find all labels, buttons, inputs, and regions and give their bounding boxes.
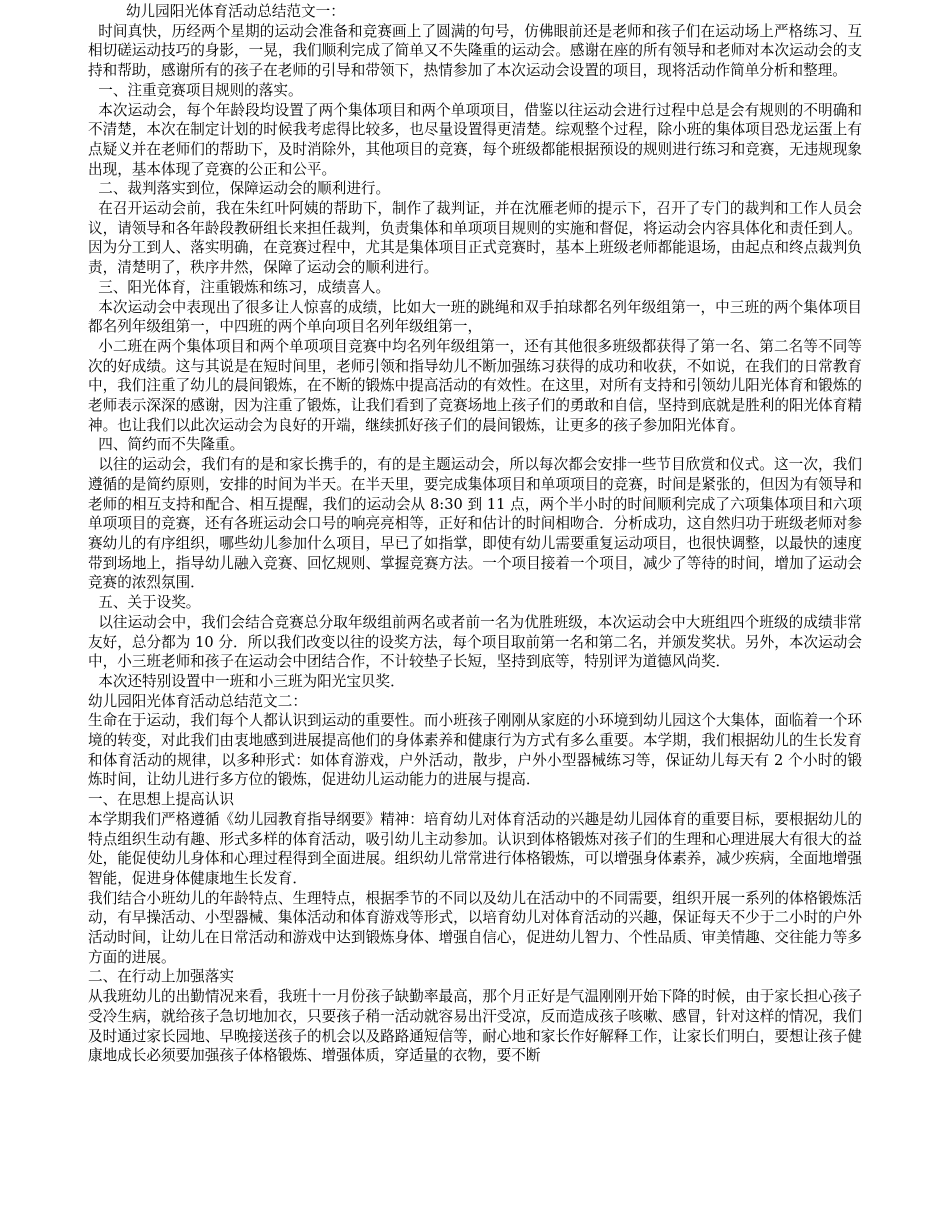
paragraph: 我们结合小班幼儿的年龄特点、生理特点，根据季节的不同以及幼儿在活动中的不同需要，组织开展一系列的体格锻炼活动，有早操活动、小型器械、集体活动和体育游戏等形式，以培育幼儿对体育活动的兴趣，保证每天不少于二小时的户外活动时间，让幼儿在日常活动和游戏中达到锻炼身体、增强自信心，促进幼儿智力、个性品质、审美情趣、交往能力等多方面的进展。	[88, 889, 862, 966]
article-two-title: 幼儿园阳光体育活动总结范文二：	[88, 692, 307, 710]
document-page	[88, 2, 862, 1066]
section-heading: 二、在行动上加强落实	[88, 968, 234, 986]
paragraph: 本次运动会，每个年龄段均设置了两个集体项目和两个单项项目，借鉴以往运动会进行过程中总是会有规则的不明确和不清楚，本次在制定计划的时候我考虑得比较多，也尽量设置得更清楚。综观整个过程，除小班的集体项目恐龙运蛋上有点疑义并在老师们的帮助下，及时消除外，其他项目的竞赛，每个班级都能根据预设的规则进行练习和竞赛，无违规现象出现，基本体现了竞赛的公正和公平。	[88, 101, 862, 178]
section-heading: 四、简约而不失隆重。	[98, 436, 245, 454]
section-heading: 一、注重竞赛项目规则的落实。	[98, 81, 303, 99]
section-heading: 三、阳光体育，注重锻炼和练习，成绩喜人。	[98, 278, 391, 296]
paragraph: 在召开运动会前，我在朱红叶阿姨的帮助下，制作了裁判证，并在沈雁老师的提示下，召开了专门的裁判和工作人员会议，请领导和各年龄段教研组长来担任裁判，负责集体和单项项目规则的实施和督促，将运动会内容具体化和责任到人。因为分工到人、落实明确，在竞赛过程中，尤其是集体项目正式竞赛时，基本上班级老师都能退场，由起点和终点裁判负责，清楚明了，秩序井然，保障了运动会的顺利进行。	[88, 200, 862, 277]
paragraph: 以往运动会中，我们会结合竞赛总分取年级组前两名或者前一名为优胜班级，本次运动会中大班组四个班级的成绩非常友好，总分都为 10 分．所以我们改变以往的设奖方法，每个项目取前第一名和第二名，并颁发奖状。另外，本次运动会中，小三班老师和孩子在运动会中团结合作，不计较垫子长短，坚持到底等，特别评为道德风尚奖．	[88, 613, 862, 671]
section-heading: 一、在思想上提高认识	[88, 791, 234, 809]
paragraph: 从我班幼儿的出勤情况来看，我班十一月份孩子缺勤率最高，那个月正好是气温刚刚开始下降的时候，由于家长担心孩子受冷生病，就给孩子急切地加衣，只要孩子稍一活动就容易出汗受凉，反而造成孩子咳嗽、感冒，针对这样的情况，我们及时通过家长园地、早晚接送孩子的机会以及路路通短信等，耐心地和家长作好解释工作，让家长们明白，要想让孩子健康地成长必须要加强孩子体格锻炼、增强体质，穿适量的衣物，要不断	[88, 988, 862, 1065]
paragraph: 小二班在两个集体项目和两个单项项目竞赛中均名列年级组第一，还有其他很多班级都获得了第一名、第二名等不同等次的好成绩。这与其说是在短时间里，老师引领和指导幼儿不断加强练习获得的成功和收获，不如说，在我们的日常教育中，我们注重了幼儿的晨间锻炼，在不断的锻炼中提高活动的有效性。在这里，对所有支持和引领幼儿阳光体育和锻炼的老师表示深深的感谢，因为注重了锻炼，让我们看到了竞赛场地上孩子们的勇敢和自信，坚持到底就是胜利的阳光体育精神。也让我们以此次运动会为良好的开端，继续抓好孩子们的晨间锻炼，让更多的孩子参加阳光体育。	[88, 337, 862, 434]
paragraph: 时间真快，历经两个星期的运动会准备和竞赛画上了圆满的句号，仿佛眼前还是老师和孩子们在运动场上严格练习、互相切磋运动技巧的身影，一晃，我们顺利完成了简单又不失隆重的运动会。感谢在座的所有领导和老师对本次运动会的支持和帮助，感谢所有的孩子在老师的引导和带领下，热情参加了本次运动会设置的项目，现将活动作简单分析和整理。	[88, 22, 862, 80]
paragraph: 本次还特别设置中一班和小三班为阳光宝贝奖．	[98, 672, 405, 690]
article-one-title: 幼儿园阳光体育活动总结范文一：	[125, 3, 345, 20]
paragraph: 本次运动会中表现出了很多让人惊喜的成绩，比如大一班的跳绳和双手拍球都名列年级组第一，中三班的两个集体项目都名列年级组第一，中四班的两个单向项目名列年级组第一，	[88, 298, 862, 336]
paragraph: 以往的运动会，我们有的是和家长携手的，有的是主题运动会，所以每次都会安排一些节目欣赏和仪式。这一次，我们遵循的是简约原则，安排的时间为半天。在半天里，要完成集体项目和单项项目的竞赛，时间是紧张的，但因为有领导和老师的相互支持和配合、相互提醒，我们的运动会从 8:30 到 11 点，两个半小时的时间顺利完成了六项集体项目和六项单项项目的竞赛，还有各班运动会口号的响亮亮相等，正好和估计的时间相吻合．分析成功，这自然归功于班级老师对参赛幼儿的有序组织，哪些幼儿参加什么项目，早已了如指掌，即使有幼儿需要重复运动项目，也很快调整，以最快的速度带到场地上，指导幼儿融入竞赛、回忆规则、掌握竞赛方法。一个项目接着一个项目，减少了等待的时间，增加了运动会竞赛的浓烈氛围．	[88, 456, 862, 592]
section-heading: 二、裁判落实到位，保障运动会的顺利进行。	[98, 180, 391, 198]
paragraph: 本学期我们严格遵循《幼儿园教育指导纲要》精神：培育幼儿对体育活动的兴趣是幼儿园体育的重要目标，要根据幼儿的特点组织生动有趣、形式多样的体育活动，吸引幼儿主动参加。认识到体格锻炼对孩子们的生理和心理进展大有很大的益处，能促使幼儿身体和心理过程得到全面进展。组织幼儿常常进行体格锻炼，可以增强身体素养，减少疾病，全面地增强智能，促进身体健康地生长发育．	[88, 810, 862, 887]
section-heading: 五、关于设奖。	[98, 594, 201, 612]
paragraph: 生命在于运动，我们每个人都认识到运动的重要性。而小班孩子刚刚从家庭的小环境到幼儿园这个大集体，面临着一个环境的转变，对此我们由衷地感到进展提高他们的身体素养和健康行为方式有多么重要。本学期，我们根据幼儿的生长发育和体育活动的规律，以多种形式：如体育游戏，户外活动，散步，户外小型器械练习等，保证幼儿每天有 2 个小时的锻炼时间，让幼儿进行多方位的锻炼，促进幼儿运动能力的进展与提高．	[88, 712, 862, 789]
